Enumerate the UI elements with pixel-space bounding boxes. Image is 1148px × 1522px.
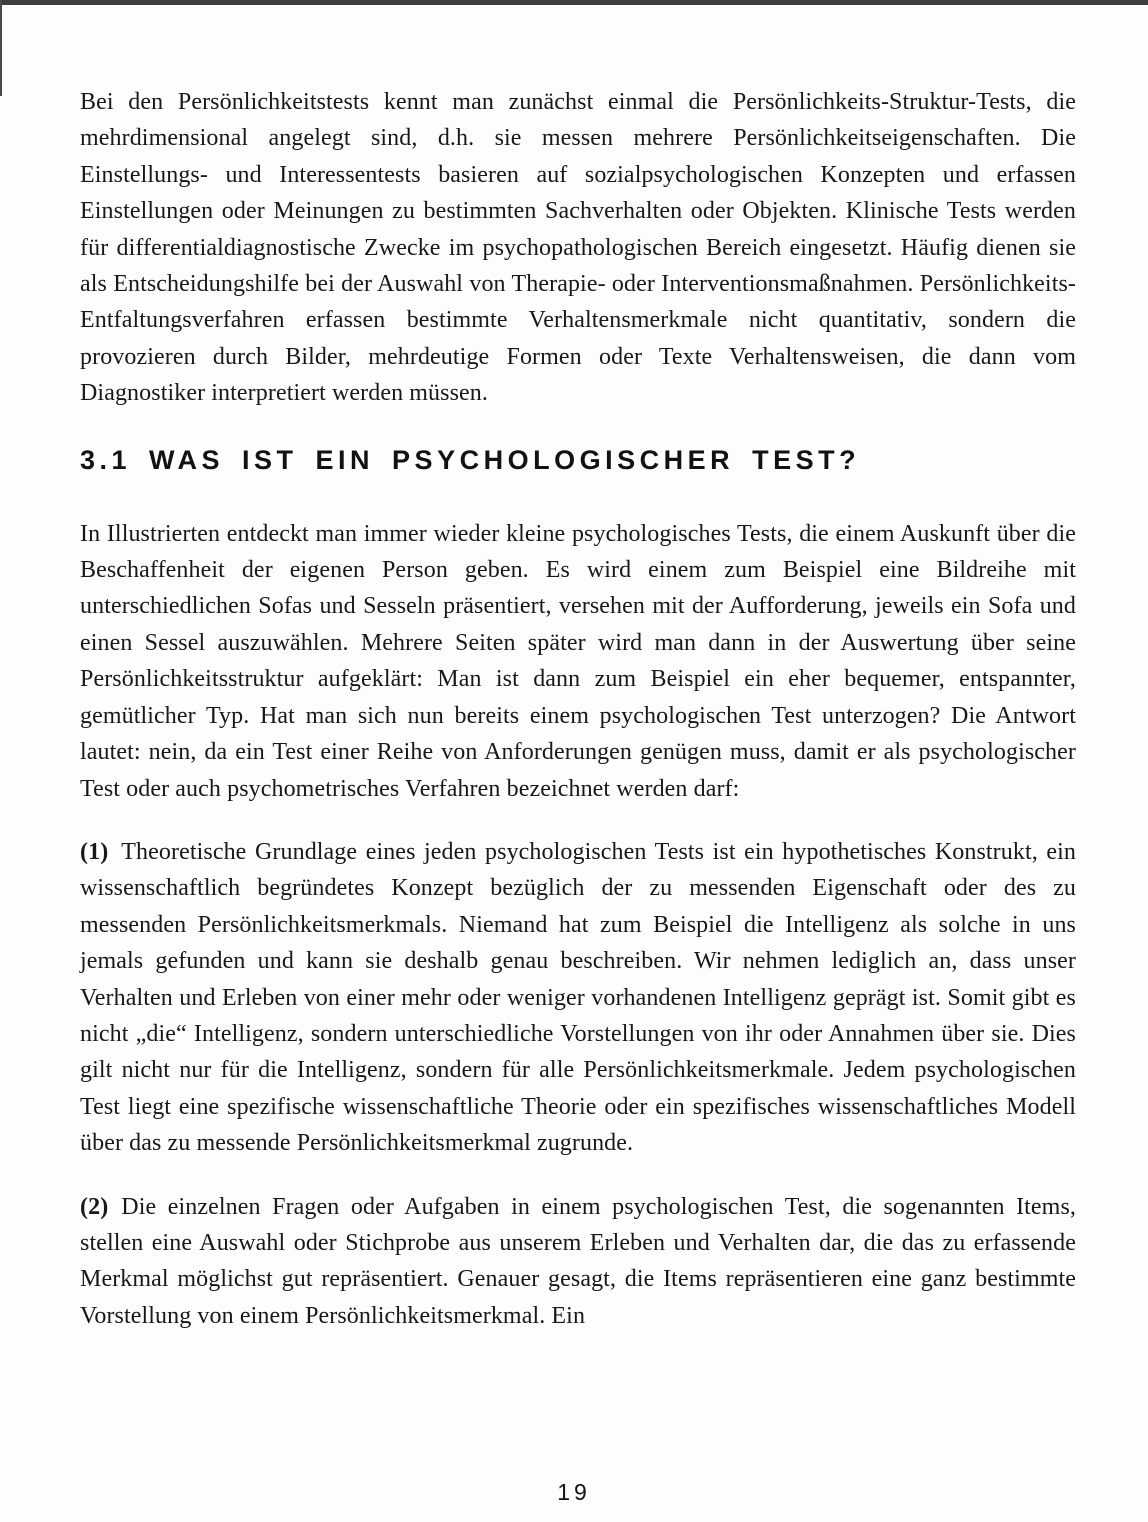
scan-edge-top [0, 0, 1148, 5]
item-1-marker: (1) [80, 838, 109, 865]
paragraph-item-1 [80, 834, 1076, 1162]
paragraph-section-intro: In Illustrierten entdeckt man immer wieder kleine psychologisches Tests, die einem Auskunft über die Beschaffenheit der eigenen Person geben. Es wird einem zum Beispiel eine Bildreihe mit unterschiedlichen Sofas und Sesseln präsentiert, versehen mit der Aufforderung, jeweils ein Sofa und einen Sessel auszuwählen. Mehrere Seiten später wird man dann in der Auswertung über seine Persönlichkeitsstruktur aufgeklärt: Man ist dann zum Beispiel ein eher bequemer, entspannter, gemütlicher Typ. Hat man sich nun bereits einem psychologischen Test unterzogen? Die Antwort lautet: nein, da ein Test einer Reihe von Anforderungen genügen muss, damit er als psychologischer Test oder auch psychometrisches Verfahren bezeichnet werden darf: [80, 520, 1076, 802]
item-2-text: Die einzelnen Fragen oder Aufgaben in einem psychologischen Test, die sogenannten Items, stellen eine Auswahl oder Stichprobe aus unserem Erleben und Verhalten dar, die das zu erfassende Merkmal möglichst gut repräsentiert. Genauer gesagt, die Items repräsentieren eine ganz bestimmte Vorstellung von einem Persönlichkeitsmerkmal. Ein [80, 1193, 1076, 1329]
scan-edge-left [0, 0, 2, 96]
item-1-text: Theoretische Grundlage eines jeden psychologischen Tests ist ein hypothetisches Konstrukt, ein wissenschaftlich begründetes Konzept bezüglich der zu messenden Eigenschaft oder des zu messenden Persönlichkeitsmerkmals. Niemand hat zum Beispiel die Intelligenz als solche in uns jemals gefunden und kann sie deshalb genau beschreiben. Wir nehmen lediglich an, dass unser Verhalten und Erleben von einer mehr oder weniger vorhandenen Intelligenz geprägt ist. Somit gibt es nicht „die“ Intelligenz, sondern unterschiedliche Vorstellungen von ihr oder Annahmen über sie. Dies gilt nicht nur für die Intelligenz, sondern für alle Persönlichkeitsmerkmale. Jedem psychologischen Test liegt eine spezifische wissenschaftliche Theorie oder ein spezifisches wissenschaftliches Modell über das zu messende Persönlichkeitsmerkmal zugrunde. [80, 838, 1076, 1157]
page-content [80, 84, 1076, 1334]
section-heading: 3.1 WAS IST EIN PSYCHOLOGISCHER TEST? [80, 444, 861, 475]
paragraph-intro: Bei den Persönlichkeitstests kennt man zunächst einmal die Persönlichkeits-Struktur-Tests, die mehrdimensional angelegt sind, d.h. sie messen mehrere Persönlichkeitseigenschaften. Die Einstellungs- und Interessentests basieren auf sozialpsychologischen Konzepten und erfassen Einstellungen oder Meinungen zu bestimmten Sachverhalten oder Objekten. Klinische Tests werden für differentialdiagnostische Zwecke im psychopathologischen Bereich eingesetzt. Häufig dienen sie als Entscheidungshilfe bei der Auswahl von Therapie- oder Interventionsmaßnahmen. Persönlichkeits-Entfaltungsverfahren erfassen bestimmte Verhaltensmerkmale nicht quantitativ, sondern die provozieren durch Bilder, mehrdeutige Formen oder Texte Verhaltensweisen, die dann vom Diagnostiker interpretiert werden müssen. [80, 89, 1076, 407]
paragraph-item-2 [80, 1189, 1076, 1335]
item-2-marker: (2) [80, 1193, 109, 1220]
page-number: 19 [557, 1479, 591, 1505]
